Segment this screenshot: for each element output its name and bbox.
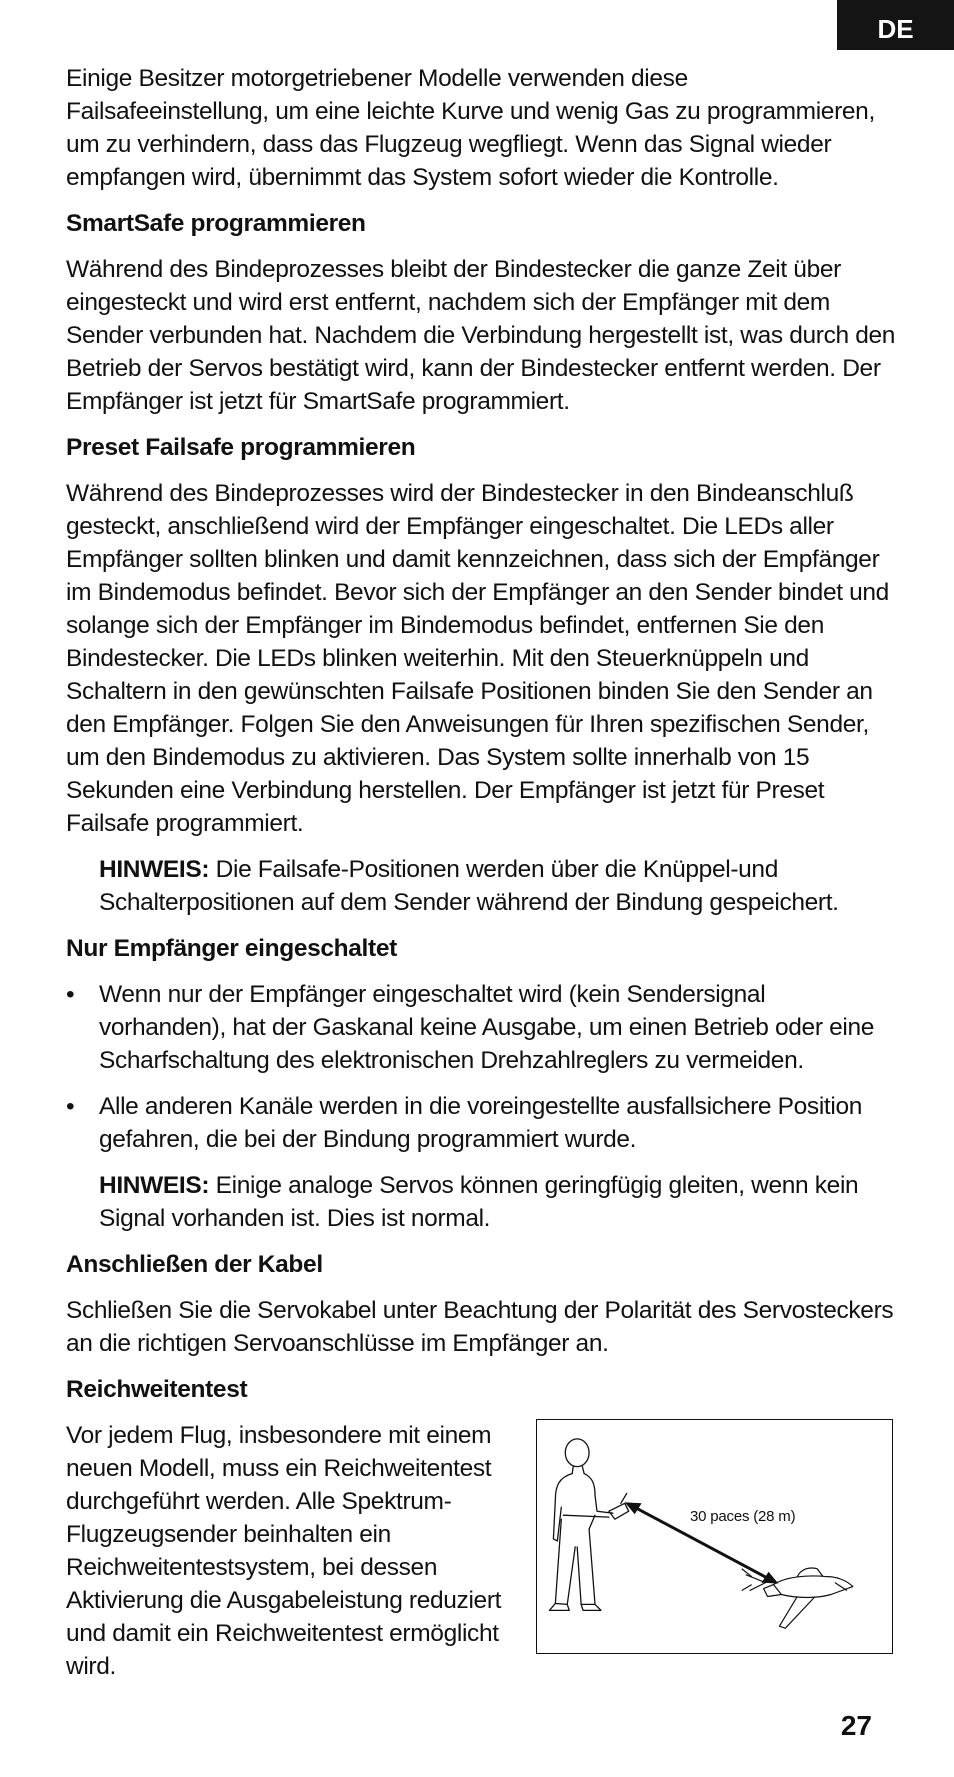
preset-failsafe-note — [99, 853, 896, 919]
receiver-only-heading: Nur Empfänger eingeschaltet — [66, 935, 397, 962]
note-label: HINWEIS: — [99, 856, 210, 883]
page-content — [66, 62, 896, 1679]
airplane-icon — [742, 1568, 853, 1628]
list-item — [66, 1090, 896, 1156]
language-tab: DE — [837, 0, 954, 50]
list-item-text: Alle anderen Kanäle werden in die voreingestellte ausfallsichere Position gefahren, die bei der Bindung programmiert wurde. — [99, 1093, 863, 1153]
preset-failsafe-paragraph: Während des Bindeprozesses wird der Bindestecker in den Bindeanschluß gesteckt, anschließend wird der Empfänger eingeschaltet. Die LEDs aller Empfänger sollten blinken und damit kennzeichnen, dass sich der Empfänger im Bindemodus befindet. Bevor sich der Empfänger an den Sender bindet und solange sich der Empfänger im Bindemodus befindet, entfernen Sie den Bindestecker. Die LEDs blinken weiterhin. Mit den Steuerknüppeln und Schaltern in den gewünschten Failsafe Positionen binden Sie den Sender an den Empfänger. Folgen Sie den Anweisungen für Ihren spezifischen Sender, um den Bindemodus zu aktivieren. Das System sollte innerhalb von 15 Sekunden eine Verbindung herstellen. Der Empfänger ist jetzt für Preset Failsafe programmiert. — [66, 480, 889, 837]
range-test-paragraph: Vor jedem Flug, insbesondere mit einem neuen Modell, muss ein Reichweitentest durchgeführt werden. Alle Spektrum-Flugzeugsender beinhalten ein Reichweitentestsystem, bei dessen Aktivierung die Ausgabeleistung reduziert und damit ein Reichweitentest ermöglicht wird. — [66, 1422, 502, 1680]
range-test-section — [66, 1419, 896, 1679]
distance-label: 30 paces (28 m) — [690, 1508, 796, 1525]
receiver-only-list — [66, 978, 896, 1156]
cables-heading: Anschließen der Kabel — [66, 1251, 323, 1278]
list-item-text: Wenn nur der Empfänger eingeschaltet wird (kein Sendersignal vorhanden), hat der Gaskanal keine Ausgabe, um einen Betrieb oder eine Scharfschaltung des elektronischen Drehzahlreglers zu vermeiden. — [99, 981, 875, 1074]
bullet-icon: • — [66, 1093, 75, 1120]
smartsafe-heading: SmartSafe programmieren — [66, 210, 366, 237]
range-test-figure — [536, 1419, 893, 1654]
note-label: HINWEIS: — [99, 1172, 210, 1199]
list-item — [66, 978, 896, 1077]
cables-paragraph: Schließen Sie die Servokabel unter Beachtung der Polarität des Servosteckers an die richtigen Servoanschlüsse im Empfänger an. — [66, 1297, 894, 1357]
note-text: Einige analoge Servos können geringfügig gleiten, wenn kein Signal vorhanden ist. Dies ist normal. — [99, 1172, 859, 1232]
intro-paragraph: Einige Besitzer motorgetriebener Modelle verwenden diese Failsafeeinstellung, um eine leichte Kurve und wenig Gas zu programmieren, um zu verhindern, dass das Flugzeug wegfliegt. Wenn das Signal wieder empfangen wird, übernimmt das System sofort wieder die Kontrolle. — [66, 65, 875, 191]
range-test-heading: Reichweitentest — [66, 1376, 248, 1403]
person-icon — [549, 1439, 628, 1611]
range-test-illustration — [537, 1420, 892, 1653]
bullet-icon: • — [66, 981, 75, 1008]
note-text: Die Failsafe-Positionen werden über die Knüppel-und Schalterpositionen auf dem Sender während der Bindung gespeichert. — [99, 856, 839, 916]
page-number: 27 — [840, 1710, 872, 1741]
smartsafe-paragraph: Während des Bindeprozesses bleibt der Bindestecker die ganze Zeit über eingesteckt und wird erst entfernt, nachdem sich der Empfänger mit dem Sender verbunden hat. Nachdem die Verbindung hergestellt ist, was durch den Betrieb der Servos bestätigt wird, kann der Bindestecker entfernt werden. Der Empfänger ist jetzt für SmartSafe programmiert. — [66, 256, 896, 415]
receiver-only-note — [99, 1169, 896, 1235]
preset-failsafe-heading: Preset Failsafe programmieren — [66, 434, 416, 461]
